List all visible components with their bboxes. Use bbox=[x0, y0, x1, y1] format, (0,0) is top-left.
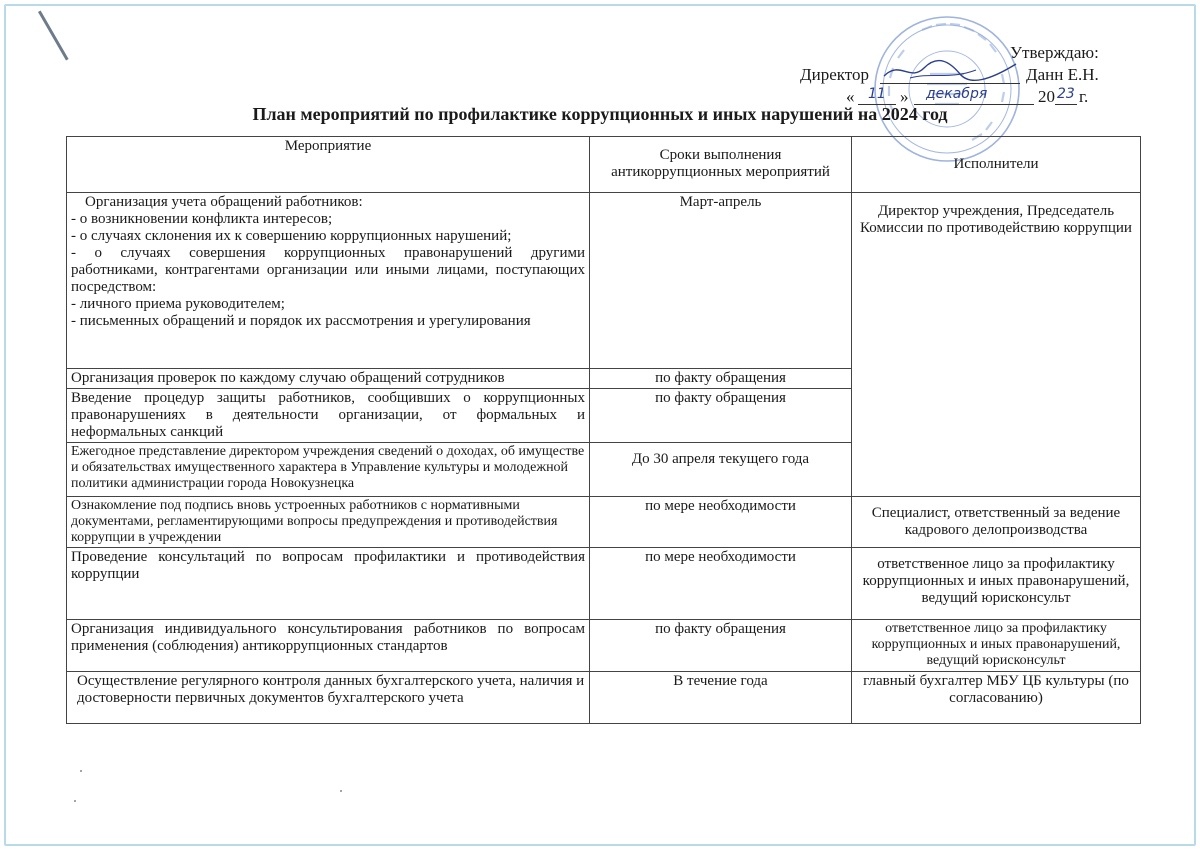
date-year-prefix: 20 bbox=[1038, 87, 1055, 106]
approver-position: Директор bbox=[800, 65, 869, 84]
table-row bbox=[67, 620, 1141, 672]
activity-line: - о возникновении конфликта интересов; bbox=[71, 211, 333, 227]
executor-cell bbox=[852, 193, 1141, 497]
document-title: План мероприятий по профилактике коррупционных и иных нарушений на 2024 год bbox=[252, 104, 948, 124]
activity-cell: Введение процедур защиты работников, сообщивших о коррупционных правонарушениях в деятельности организации, от формальных и неформальных санкций bbox=[67, 389, 590, 443]
term-cell: Март-апрель bbox=[590, 193, 852, 369]
header-executor: Исполнители bbox=[852, 137, 1141, 193]
activity-cell: Осуществление регулярного контроля данных бухгалтерского учета, наличия и достоверности первичных документов бухгалтерского учета bbox=[67, 672, 590, 724]
executor-cell: Специалист, ответственный за ведение кадрового делопроизводства bbox=[852, 497, 1141, 548]
scan-speck bbox=[80, 770, 82, 772]
date-close-quote: » bbox=[900, 87, 909, 106]
activity-cell bbox=[67, 193, 590, 369]
executor-cell: ответственное лицо за профилактику коррупционных и иных правонарушений, ведущий юрисконсульт bbox=[852, 548, 1141, 620]
activity-line: - о случаях склонения их к совершению коррупционных нарушений; bbox=[71, 228, 512, 244]
activity-line: - письменных обращений и порядок их рассмотрения и урегулирования bbox=[71, 313, 531, 329]
activity-line: - о случаях совершения коррупционных правонарушений другими работниками, контрагентами организации или иными лицами, поступающих посредством: bbox=[71, 245, 585, 295]
table-row bbox=[67, 672, 1141, 724]
scan-speck bbox=[74, 800, 76, 802]
table-row bbox=[67, 193, 1141, 369]
date-year-end: г. bbox=[1079, 87, 1089, 106]
header-activity: Мероприятие bbox=[67, 137, 590, 193]
date-day: 11 bbox=[868, 86, 886, 102]
executor-cell: главный бухгалтер МБУ ЦБ культуры (по согласованию) bbox=[852, 672, 1141, 724]
table-row bbox=[67, 497, 1141, 548]
activity-line: - личного приема руководителем; bbox=[71, 296, 285, 312]
activity-cell: Проведение консультаций по вопросам профилактики и противодействия коррупции bbox=[67, 548, 590, 620]
term-cell: В течение года bbox=[590, 672, 852, 724]
activity-cell: Ежегодное представление директором учреждения сведений о доходах, об имуществе и обязательствах имущественного характера в Управление культуры и молодежной политики администрации города Новокузнецка bbox=[67, 443, 590, 497]
executor-text: Директор учреждения, Председатель Комиссии по противодействию коррупции bbox=[860, 203, 1132, 236]
term-cell: по факту обращения bbox=[590, 389, 852, 443]
signature bbox=[880, 58, 1020, 84]
activity-cell: Организация проверок по каждому случаю обращений сотрудников bbox=[67, 369, 590, 389]
date-year-suffix: 23 bbox=[1057, 86, 1075, 102]
term-cell: по мере необходимости bbox=[590, 497, 852, 548]
approve-label: Утверждаю: bbox=[1010, 43, 1099, 62]
date-month: декабря bbox=[926, 86, 988, 102]
date-open-quote: « bbox=[846, 87, 855, 106]
table-row bbox=[67, 548, 1141, 620]
term-cell: по факту обращения bbox=[590, 369, 852, 389]
scan-speck bbox=[340, 790, 342, 792]
executor-cell: ответственное лицо за профилактику коррупционных и иных правонарушений, ведущий юрисконсульт bbox=[852, 620, 1141, 672]
header-term: Сроки выполнения антикоррупционных мероприятий bbox=[590, 137, 852, 193]
activity-cell: Ознакомление под подпись вновь устроенных работников с нормативными документами, регламентирующими вопросы предупреждения и противодействия коррупции в учреждении bbox=[67, 497, 590, 548]
term-cell: по факту обращения bbox=[590, 620, 852, 672]
activity-line: Организация учета обращений работников: bbox=[85, 194, 363, 210]
activity-cell: Организация индивидуального консультирования работников по вопросам применения (соблюдения) антикоррупционных стандартов bbox=[67, 620, 590, 672]
table-header-row bbox=[67, 137, 1141, 193]
approver-name: Данн Е.Н. bbox=[1026, 65, 1099, 84]
term-cell: по мере необходимости bbox=[590, 548, 852, 620]
plan-table bbox=[66, 136, 1141, 724]
term-cell: До 30 апреля текущего года bbox=[590, 443, 852, 497]
